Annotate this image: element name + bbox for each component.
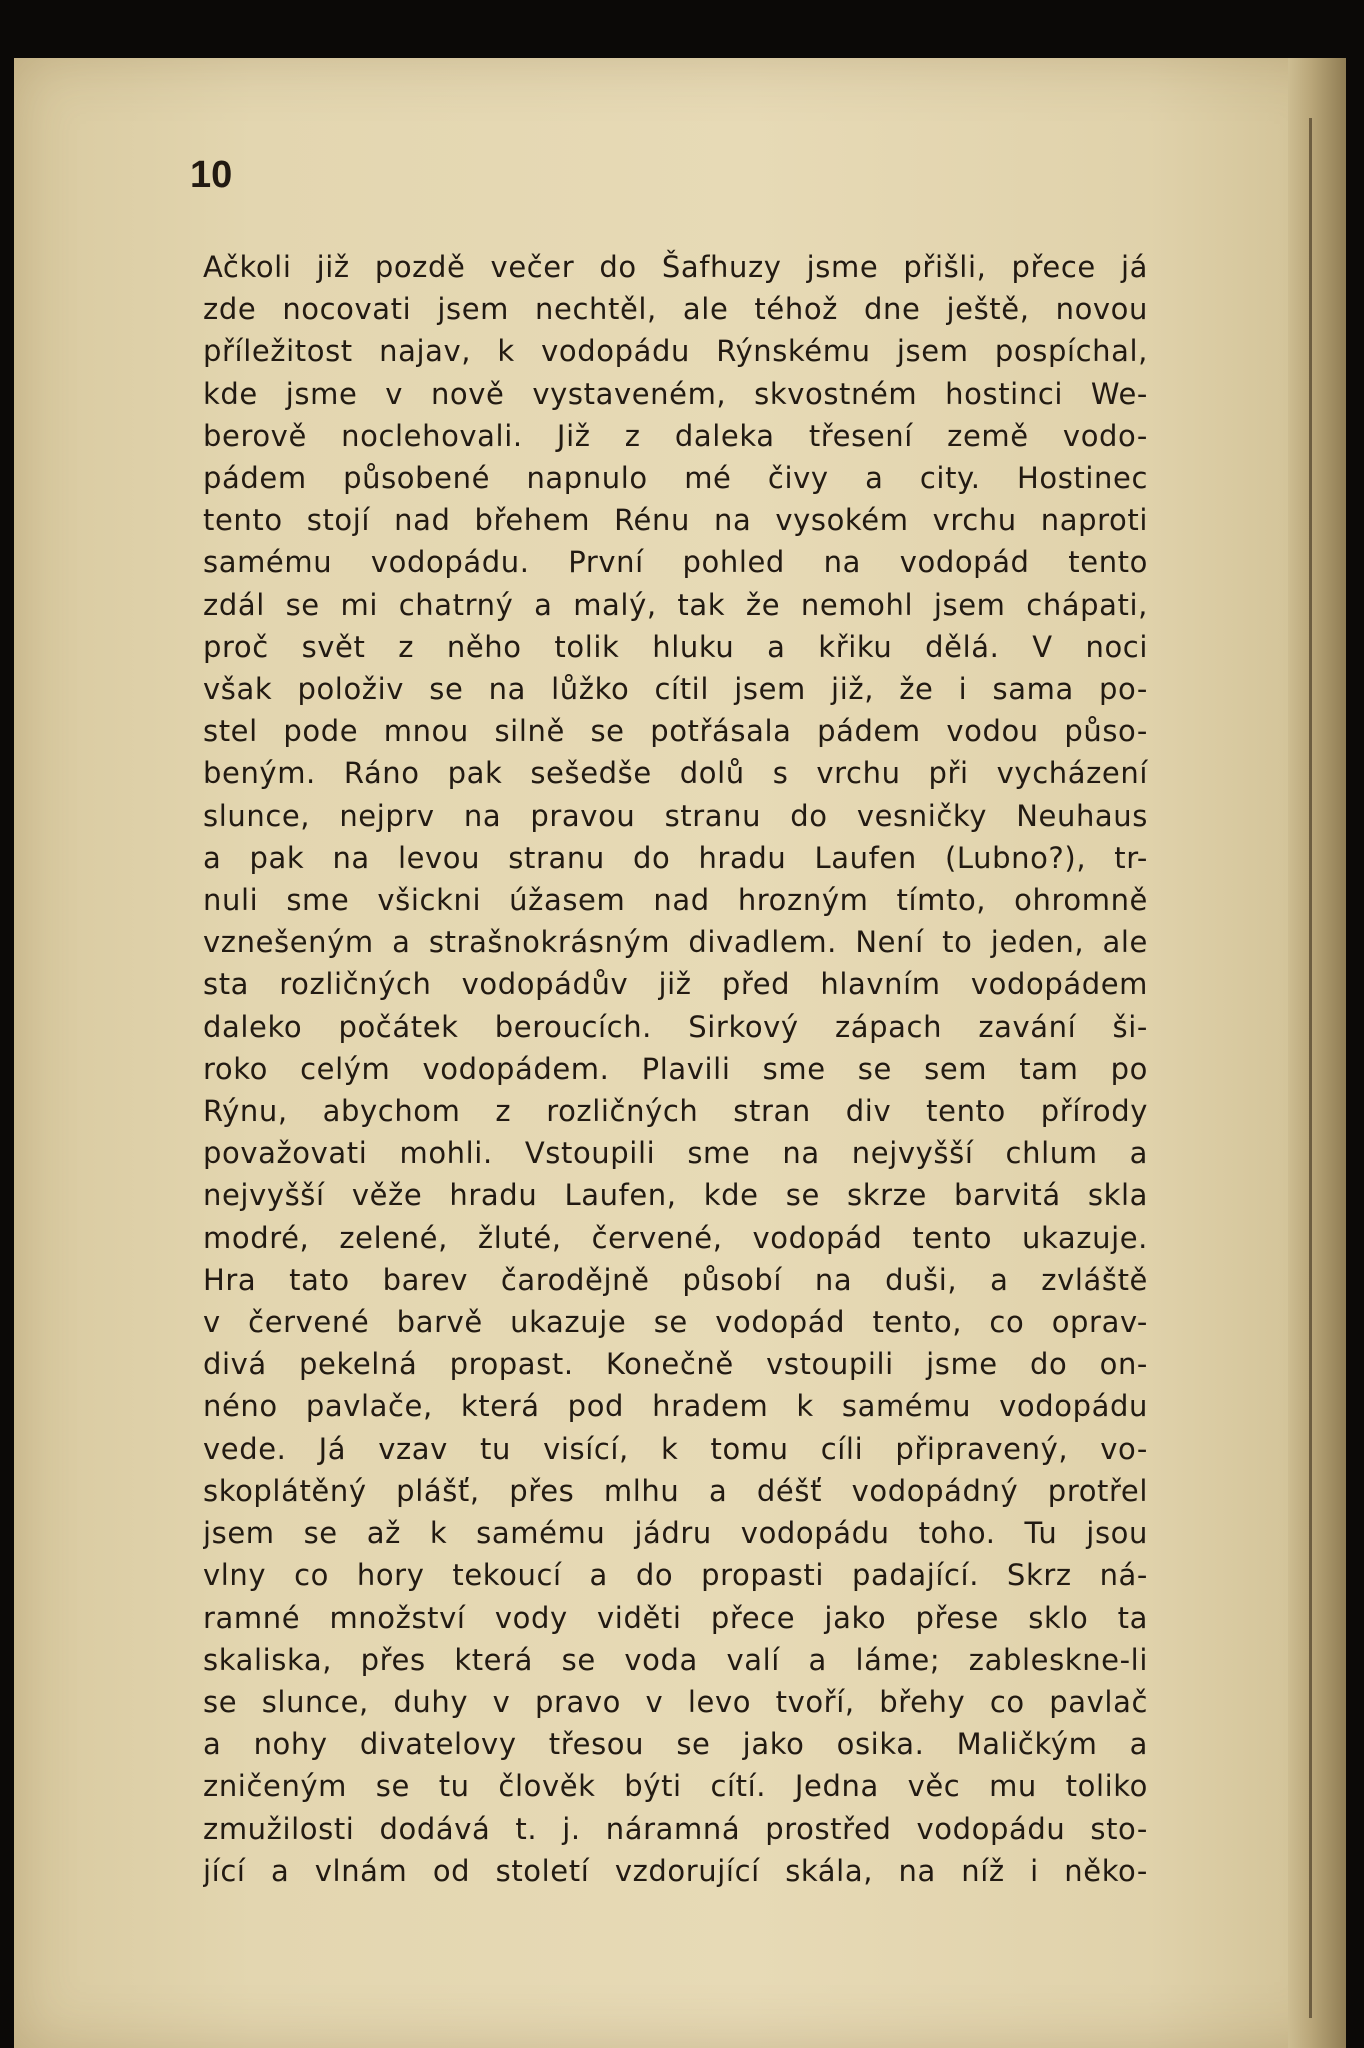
text-line: v červené barvě ukazuje se vodopád tento, co oprav- [203,1305,1148,1340]
text-line: však položiv se na lůžko cítil jsem již, že i sama po- [203,672,1148,707]
text-line: proč svět z něho tolik hluku a křiku dělá. V noci [203,629,1148,664]
text-line: a pak na levou stranu do hradu Laufen (Lubno?), tr- [203,840,1148,875]
text-line: roko celým vodopádem. Plavili sme se sem tam po [203,1051,1148,1086]
text-line: nuli sme všickni úžasem nad hrozným tímto, ohromně [203,883,1148,918]
text-line: Ačkoli již pozdě večer do Šafhuzy jsme přišli, přece já [203,250,1148,284]
text-line: beným. Ráno pak sešedše dolů s vrchu při vycházení [203,756,1148,791]
text-line: daleko počátek beroucích. Sirkový zápach zavání ši- [203,1009,1148,1044]
body-text [203,246,1148,1892]
text-line: zdál se mi chatrný a malý, tak že nemohl jsem chápati, [203,587,1148,622]
text-line: Rýnu, abychom z rozličných stran div tento přírody [203,1094,1148,1129]
text-line: zmužilosti dodává t. j. náramná prostřed vodopádu sto- [203,1811,1148,1846]
book-gutter [1288,58,1346,2048]
text-line: příležitost najav, k vodopádu Rýnskému jsem pospíchal, [203,334,1148,369]
page-number: 10 [190,154,233,196]
book-page [14,58,1346,2048]
text-line: vznešeným a strašnokrásným divadlem. Není to jeden, ale [203,925,1148,960]
text-line: sta rozličných vodopádův již před hlavním vodopádem [203,967,1148,1002]
text-line: slunce, nejprv na pravou stranu do vesničky Neuhaus [203,798,1148,833]
text-line: stel pode mnou silně se potřásala pádem vodou půso- [203,714,1148,749]
text-line: jsem se až k samému jádru vodopádu toho. Tu jsou [203,1516,1148,1551]
text-line: néno pavlače, která pod hradem k samému vodopádu [203,1389,1148,1424]
text-line: Hra tato barev čarodějně působí na duši, a zvláště [203,1262,1148,1297]
text-line: skoplátěný plášť, přes mlhu a déšť vodopádný protřel [203,1473,1148,1508]
gutter-shadow-line [1309,118,1312,2018]
text-line: pádem působené napnulo mé čivy a city. Hostinec [203,461,1148,496]
text-line: vlny co hory tekoucí a do propasti padající. Skrz ná- [203,1558,1148,1593]
text-line: považovati mohli. Vstoupili sme na nejvyšší chlum a [203,1136,1148,1171]
text-line: ramné množství vody viděti přece jako přese sklo ta [203,1600,1148,1635]
text-line: zničeným se tu člověk býti cítí. Jedna věc mu toliko [203,1769,1148,1804]
text-line: kde jsme v nově vystaveném, skvostném hostinci We- [203,376,1148,411]
text-line: vede. Já vzav tu visící, k tomu cíli připravený, vo- [203,1431,1148,1466]
text-line: divá pekelná propast. Konečně vstoupili jsme do on- [203,1347,1148,1382]
text-line: a nohy divatelovy třesou se jako osika. Maličkým a [203,1727,1148,1762]
text-line: zde nocovati jsem nechtěl, ale téhož dne ještě, novou [203,292,1148,327]
text-line: jící a vlnám od století vzdorující skála, na níž i něko- [203,1853,1148,1888]
text-line: se slunce, duhy v pravo v levo tvoří, břehy co pavlač [203,1684,1148,1719]
text-line: samému vodopádu. První pohled na vodopád tento [203,545,1148,580]
text-line: tento stojí nad břehem Rénu na vysokém vrchu naproti [203,503,1148,538]
text-line: berově nocleh​ovali. Již z daleka třesení země vodo- [203,418,1148,453]
text-line: modré, zelené, žluté, červené, vodopád tento ukazuje. [203,1220,1148,1255]
text-line: skaliska, přes která se voda valí a láme; zableskne-li [203,1642,1148,1677]
text-line: nejvyšší věže hradu Laufen, kde se skrze barvitá skla [203,1178,1148,1213]
